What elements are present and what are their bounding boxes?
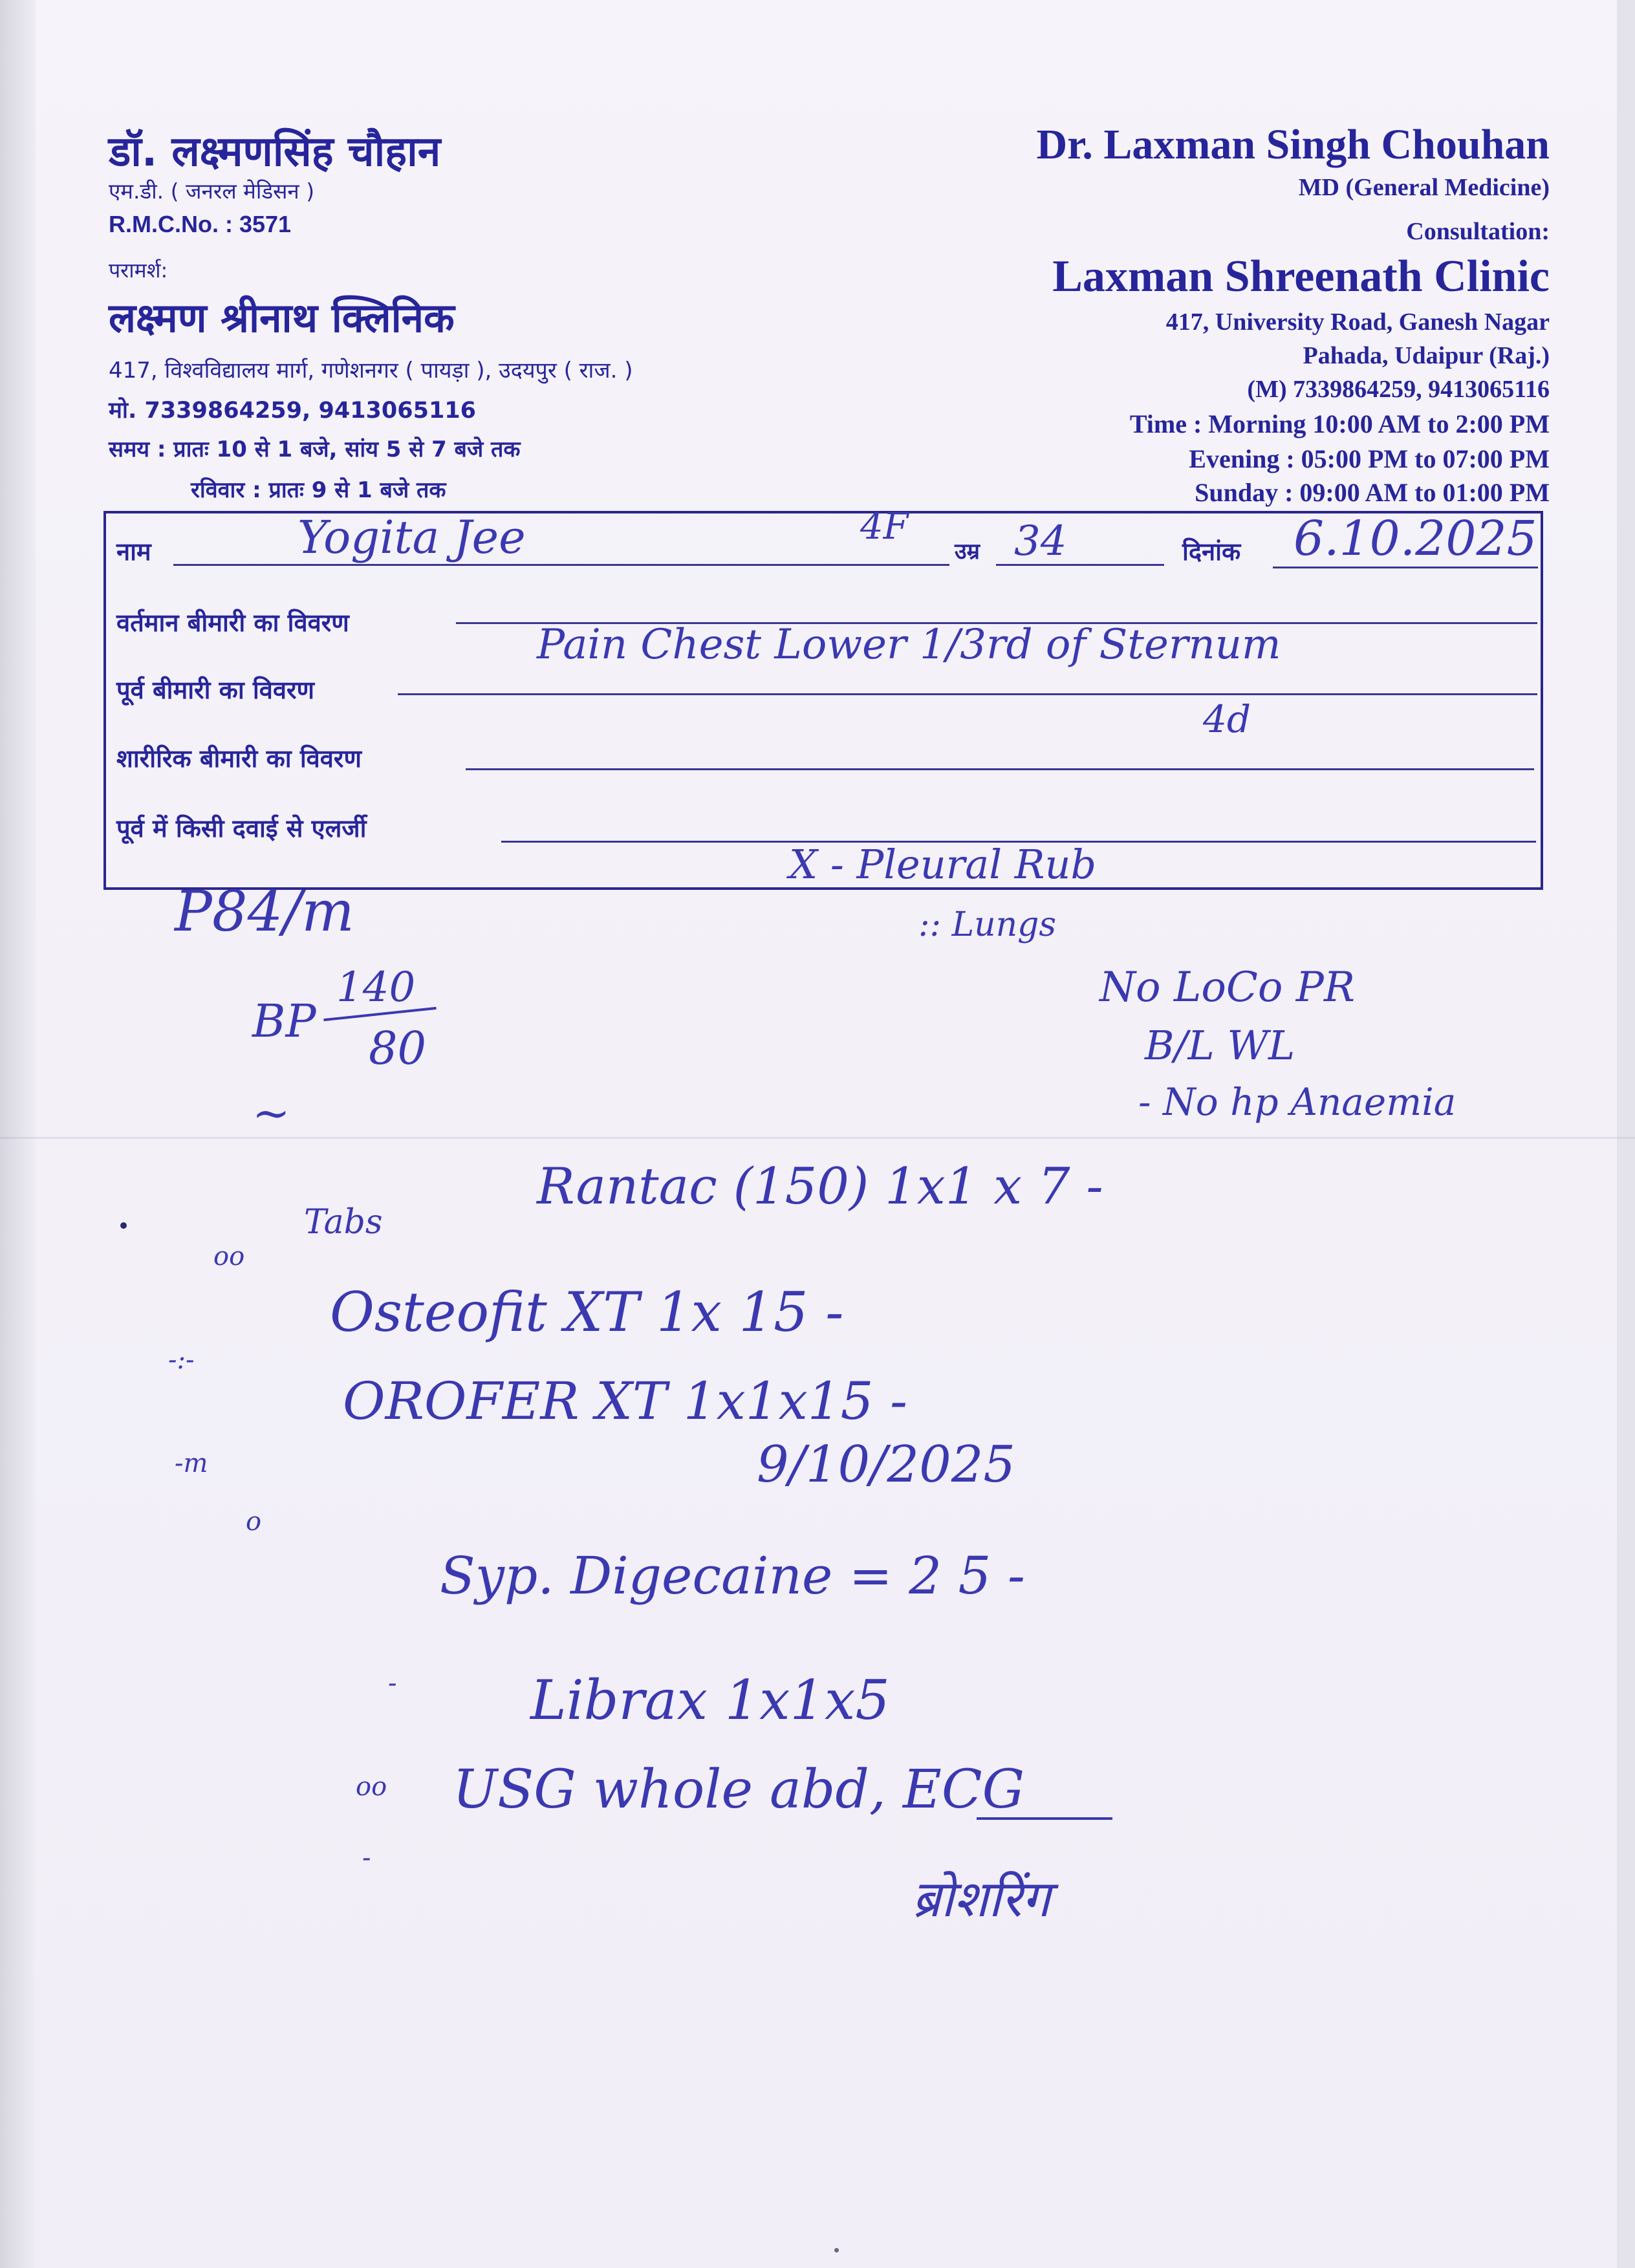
handwritten-rx4: Syp. Digecaine = 2 5 - <box>440 1546 1025 1606</box>
current-illness-label: वर्तमान बीमारी का विवरण <box>116 609 349 637</box>
timing-morning: Time : Morning 10:00 AM to 2:00 PM <box>1129 409 1550 438</box>
handwritten-age: 34 <box>1014 517 1067 565</box>
ink-dot <box>120 1222 127 1229</box>
handwritten-exam-note1: X ‑ Pleural Rub <box>789 841 1097 888</box>
physical-illness-label: शारीरिक बीमारी का विवरण <box>116 744 362 773</box>
address-line2-english: Pahada, Udaipur (Raj.) <box>1303 342 1550 369</box>
handwritten-rx6: USG whole abd, ECG <box>453 1759 1025 1820</box>
sunday-timing-hindi: रविवार : प्रातः 9 से 1 बजे तक <box>191 477 446 503</box>
handwritten-rx3: OROFER XT 1x1x15 - <box>343 1371 908 1431</box>
handwritten-advice: ब्रोशरिंग <box>912 1870 1050 1928</box>
handwritten-rx2: Osteofit XT 1x 15 - <box>330 1280 844 1344</box>
degree-english: MD (General Medicine) <box>1298 174 1550 201</box>
timing-evening: Evening : 05:00 PM to 07:00 PM <box>1189 444 1550 473</box>
handwritten-rx-marker4: o <box>246 1507 262 1537</box>
date-label: दिनांक <box>1182 537 1241 566</box>
age-label: उम्र <box>955 539 980 565</box>
handwritten-exam-note2: :: Lungs <box>918 905 1057 944</box>
handwritten-sex: 4F <box>860 506 909 548</box>
degree-hindi: एम.डी. ( जनरल मेडिसन ) <box>109 178 315 204</box>
timing-hindi: समय : प्रातः 10 से 1 बजे, सांय 5 से 7 बजे तक <box>109 437 521 462</box>
handwritten-rx-marker2: -:- <box>168 1345 195 1375</box>
address-hindi: 417, विश्वविद्यालय मार्ग, गणेशनगर ( पायड़ा ), उदयपुर ( राज. ) <box>109 358 633 383</box>
allergy-label: पूर्व में किसी दवाई से एलर्जी <box>116 814 367 843</box>
handwritten-note-r1: No LoCo PR <box>1099 964 1355 1011</box>
handwritten-bp-label: BP <box>252 995 316 1048</box>
handwritten-pulse: P84/m <box>175 880 354 944</box>
handwritten-date: 6.10.2025 <box>1294 511 1537 567</box>
address-line1-english: 417, University Road, Ganesh Nagar <box>1165 308 1550 336</box>
paper-fold-line <box>0 1137 1635 1139</box>
handwritten-rx-marker1: oo <box>213 1242 245 1271</box>
ecg-underline <box>977 1817 1112 1820</box>
handwritten-rx-marker7: - <box>362 1843 371 1873</box>
mobile-hindi: मो. 7339864259, 9413065116 <box>109 398 477 424</box>
clinic-name-hindi: लक्ष्मण श्रीनाथ क्लिनिक <box>109 294 455 341</box>
handwritten-rx-marker3: -m <box>175 1449 208 1478</box>
handwritten-bp-systolic: 140 <box>336 964 416 1011</box>
past-illness-line <box>398 693 1537 695</box>
doctor-name-hindi: डॉ. लक्ष्मणसिंह चौहान <box>109 128 441 176</box>
paper-edge-right <box>1617 0 1635 2268</box>
date-line <box>1273 567 1538 568</box>
handwritten-bp-diastolic: 80 <box>369 1022 427 1075</box>
handwritten-rx1: Rantac (150) 1x1 x 7 - <box>537 1158 1103 1216</box>
past-illness-label: पूर्व बीमारी का विवरण <box>116 676 315 704</box>
handwritten-duration: 4d <box>1203 697 1251 741</box>
handwritten-squiggle: ~ <box>252 1086 290 1139</box>
rmc-number: R.M.C.No. : 3571 <box>109 211 292 237</box>
consultation-label-hindi: परामर्श: <box>109 258 168 283</box>
consultation-label-english: Consultation: <box>1406 218 1550 245</box>
clinic-name-english: Laxman Shreenath Clinic <box>1052 252 1550 301</box>
doctor-name-english: Dr. Laxman Singh Chouhan <box>1036 121 1550 168</box>
ink-speck <box>834 2248 839 2252</box>
handwritten-patient-name: Yogita Jee <box>298 511 526 564</box>
handwritten-rx-tabs: Tabs <box>304 1203 383 1242</box>
handwritten-note-r3: - No hp Anaemia <box>1138 1080 1456 1124</box>
handwritten-complaint: Pain Chest Lower 1/3rd of Sternum <box>537 621 1281 669</box>
handwritten-rx-marker6: oo <box>356 1772 387 1802</box>
timing-sunday: Sunday : 09:00 AM to 01:00 PM <box>1195 478 1550 507</box>
handwritten-note-r2: B/L WL <box>1145 1022 1295 1069</box>
name-label: नाम <box>116 537 151 566</box>
physical-illness-line <box>466 768 1534 770</box>
paper-edge-left <box>0 0 36 2268</box>
mobile-english: (M) 7339864259, 9413065116 <box>1247 376 1550 403</box>
handwritten-rx5: Librax 1x1x5 <box>530 1669 890 1732</box>
handwritten-rx-marker5: - <box>388 1669 397 1698</box>
handwritten-followup-date: 9/10/2025 <box>757 1436 1015 1494</box>
name-line <box>173 564 949 566</box>
